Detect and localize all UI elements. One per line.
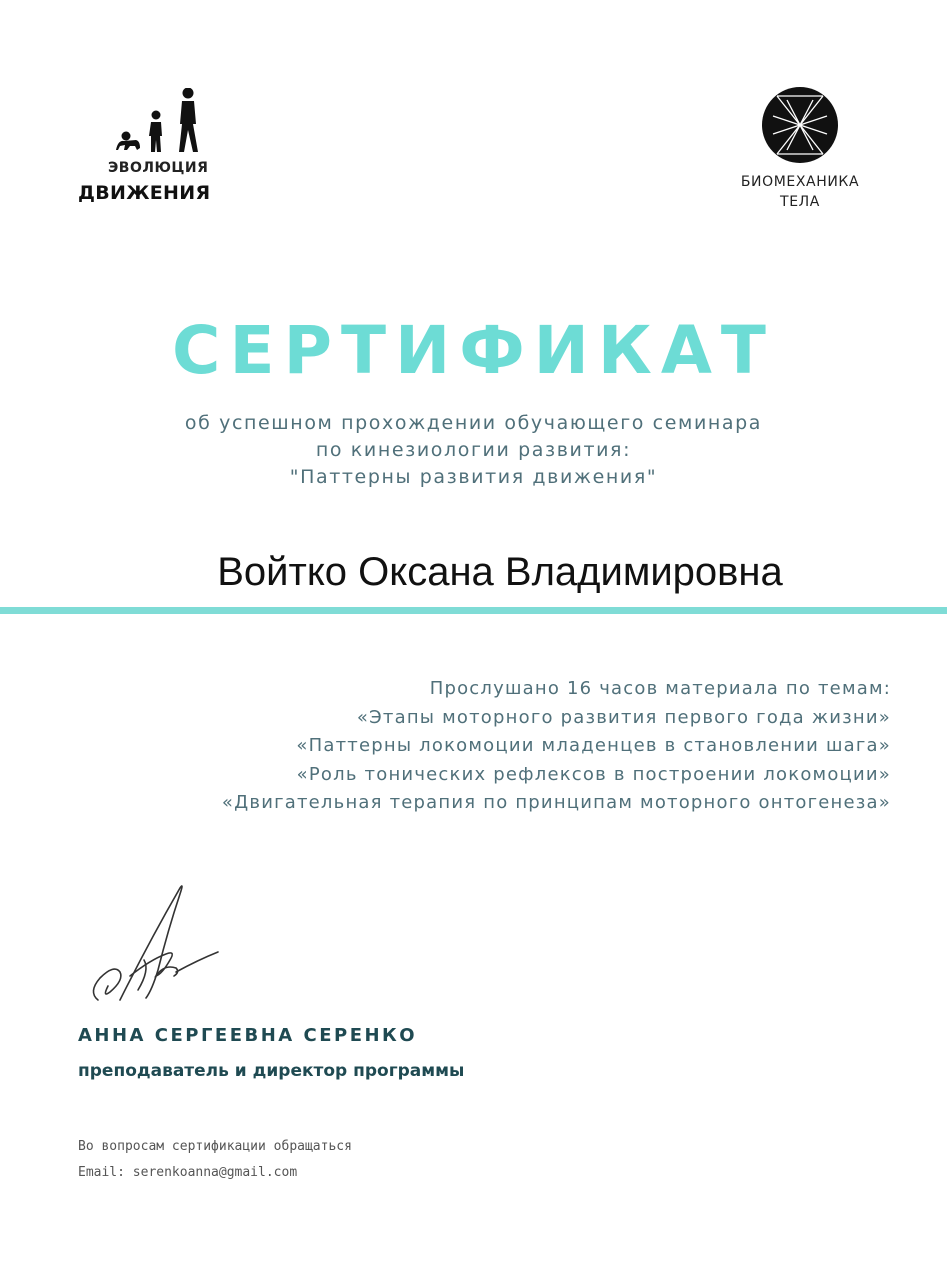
certificate-title: СЕРТИФИКАТ [172,312,775,389]
logo-right-line2: ТЕЛА [780,194,820,210]
topics-list [91,675,891,818]
topics-line: «Роль тонических рефлексов в построении локомоции» [296,763,891,785]
subtitle-line: "Паттерны развития движения" [289,466,658,488]
topics-line: «Паттерны локомоции младенцев в становлении шага» [296,735,891,756]
contact-email[interactable]: Email: serenkoanna@gmail.com [78,1165,298,1180]
certificate-subtitle [0,410,947,491]
topics-line: «Этапы моторного развития первого года жизни» [356,706,891,728]
logo-left-line1: ЭВОЛЮЦИЯ [108,160,209,176]
topics-line: «Двигательная терапия по принципам моторного онтогенеза» [221,792,891,813]
logo-evolution [70,80,230,210]
evolution-figures-icon [108,88,208,158]
biomechanics-circle-icon [761,86,839,164]
divider-line [0,607,947,614]
subtitle-line: по кинезиологии развития: [315,439,632,461]
signature-image [80,880,230,1010]
subtitle-line: об успешном прохождении обучающего семинара [184,412,763,434]
contact-note: Во вопросам сертификации обращаться [78,1139,352,1154]
logo-biomechanics [720,86,880,216]
signer-role: преподаватель и директор программы [78,1061,465,1081]
logo-left-line2: ДВИЖЕНИЯ [78,182,211,204]
signer-name: АННА СЕРГЕЕВНА СЕРЕНКО [78,1025,418,1046]
recipient-name: Войтко Оксана Владимировна [217,550,783,594]
topics-line: Прослушано 16 часов материала по темам: [429,678,891,699]
contact-info [78,1134,352,1186]
logo-right-line1: БИОМЕХАНИКА [740,174,860,190]
